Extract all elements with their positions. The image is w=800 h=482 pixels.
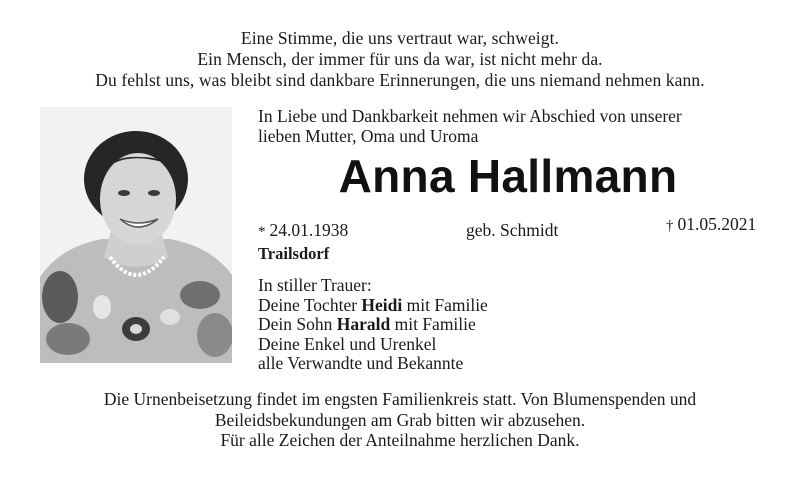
maiden-name: geb. Schmidt	[466, 220, 559, 240]
birth-date-value: 24.01.1938	[269, 220, 349, 240]
mourner-relatives: alle Verwandte und Bekannte	[258, 353, 464, 373]
closing-line: Beileidsbekundungen am Grab bitten wir abzusehen.	[214, 409, 586, 430]
death-date	[666, 214, 756, 236]
intro-line: lieben Mutter, Oma und Uroma	[258, 126, 479, 146]
mourner-daughter: Deine Tochter Heidi mit Familie	[258, 294, 488, 315]
motto-line: Du fehlst uns, was bleibt sind dankbare Erinnerungen, die uns niemand nehmen kann.	[95, 70, 705, 90]
deceased-name: Anna Hallmann	[338, 150, 678, 202]
mourners-list	[258, 276, 488, 374]
intro-line: In Liebe und Dankbarkeit nehmen wir Abschied von unserer	[258, 106, 682, 126]
closing-line: Die Urnenbeisetzung findet im engsten Familienkreis statt. Von Blumenspenden und	[103, 389, 697, 409]
intro-text	[258, 106, 758, 146]
closing-line: Für alle Zeichen der Anteilnahme herzlichen Dank.	[220, 430, 580, 450]
son-name: Harald	[336, 314, 391, 334]
motto-verse	[0, 28, 800, 91]
portrait-photo	[40, 107, 232, 363]
death-date-value: 01.05.2021	[677, 214, 757, 234]
birth-star-icon: *	[258, 224, 266, 240]
birth-date	[258, 220, 348, 242]
place-name: Trailsdorf	[258, 244, 330, 263]
death-cross-icon: †	[666, 218, 674, 234]
mourner-son: Dein Sohn Harald mit Familie	[258, 314, 476, 334]
motto-line: Ein Mensch, der immer für uns da war, ist nicht mehr da.	[197, 49, 603, 69]
closing-text	[0, 389, 800, 451]
mourner-grandchildren: Deine Enkel und Urenkel	[258, 333, 437, 354]
motto-line: Eine Stimme, die uns vertraut war, schweigt.	[240, 28, 560, 48]
mourners-heading: In stiller Trauer:	[258, 275, 372, 295]
daughter-name: Heidi	[361, 294, 403, 315]
